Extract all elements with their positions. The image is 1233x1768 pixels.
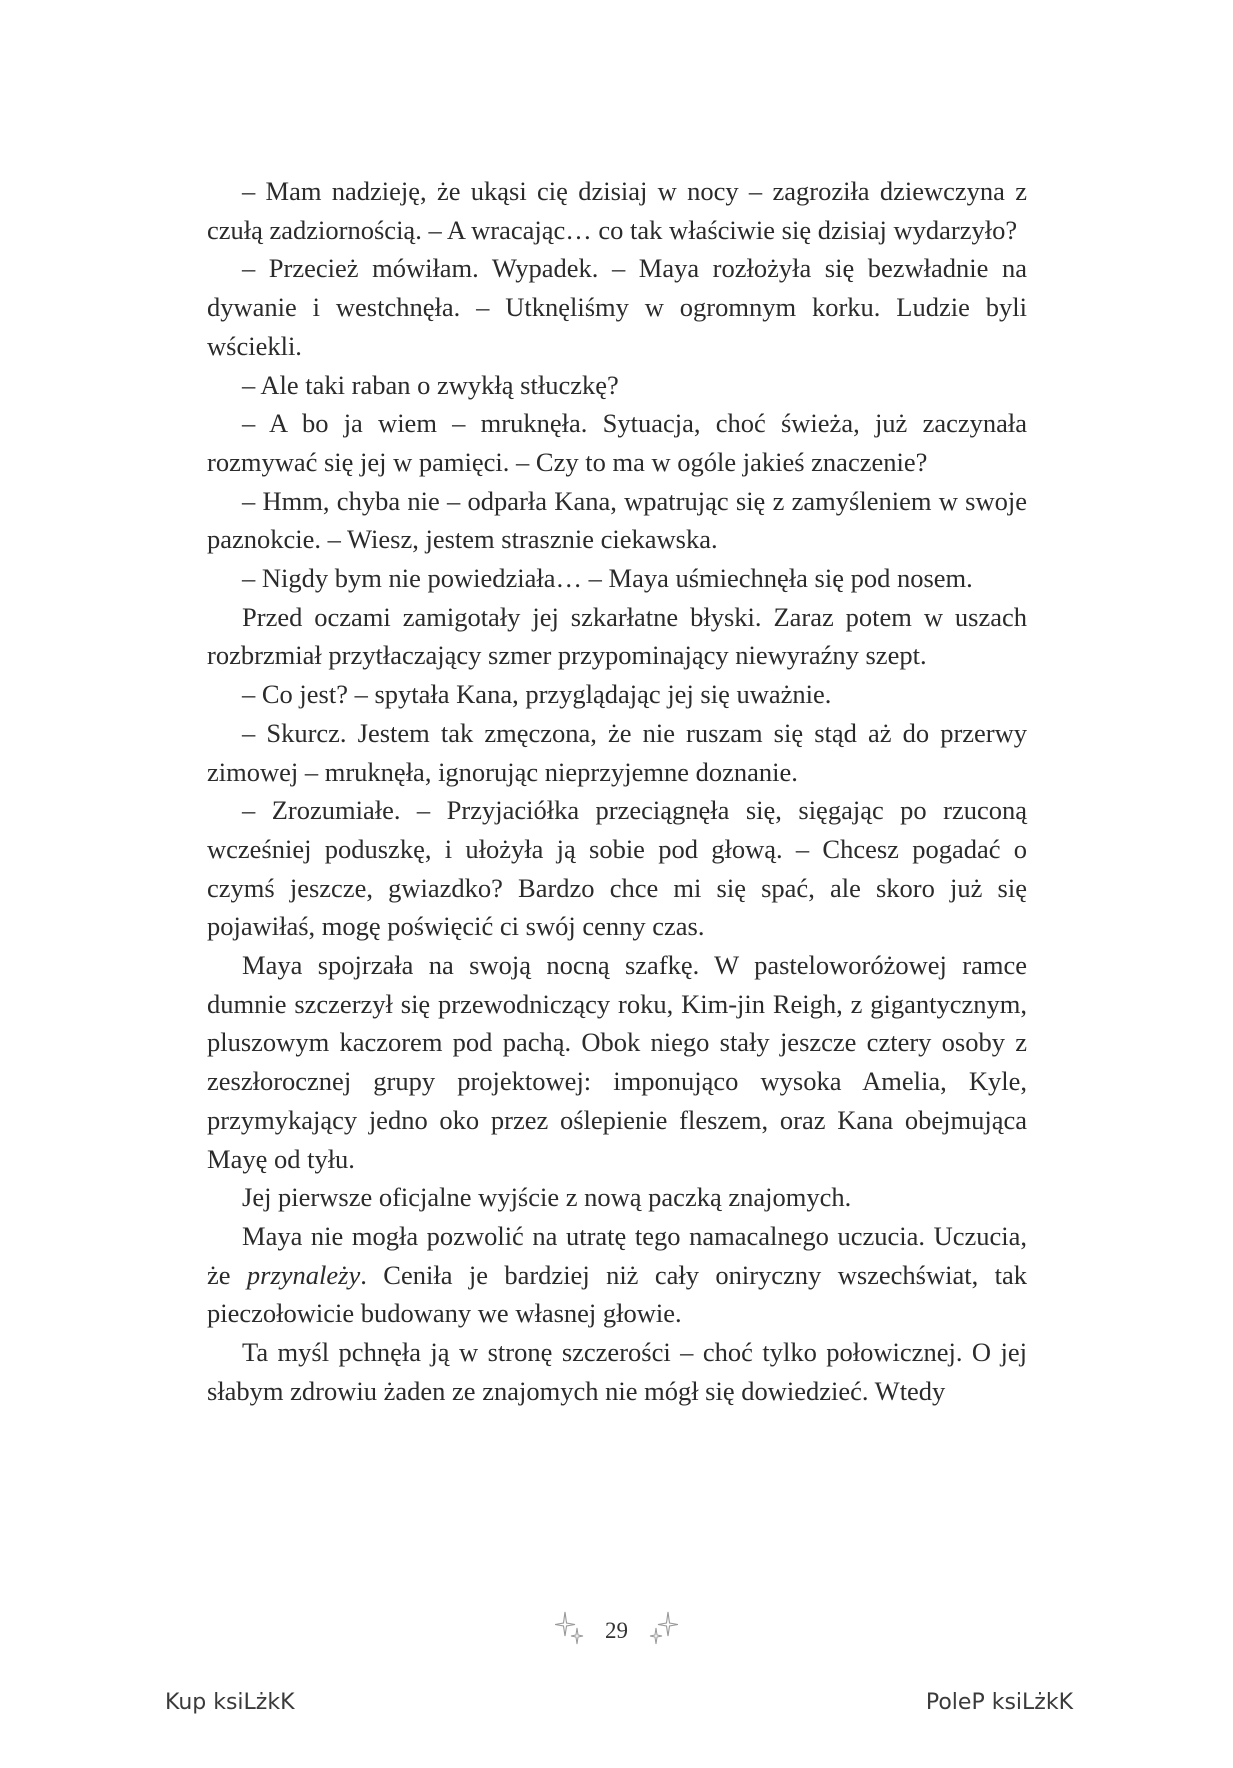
paragraph: – Co jest? – spytała Kana, przyglądając jej się uważnie.: [242, 679, 832, 710]
paragraph: – Hmm, chyba nie – odparła Kana, wpatrując się z zamyśleniem w swoje paznokcie. – Wiesz, jestem strasznie ciekawska.: [207, 485, 1027, 555]
page-folio: [0, 1610, 1233, 1652]
paragraph: Jej pierwsze oficjalne wyjście z nową paczką znajomych.: [242, 1182, 852, 1213]
paragraph: – Przecież mówiłam. Wypadek. – Maya rozłożyła się bezwładnie na dywanie i westchnęła. – Utknęliśmy w ogromnym korku. Ludzie byli wściekli.: [207, 253, 1027, 361]
paragraph: Przed oczami zamigotały jej szkarłatne błyski. Zaraz potem w uszach rozbrzmiał przytłaczający szmer przypominający niewyraźny szept.: [207, 601, 1027, 671]
footer-recommend-book-link[interactable]: PoleP ksiLżkK: [925, 1690, 1073, 1715]
paragraph: – Mam nadzieję, że ukąsi cię dzisiaj w nocy – zagroziła dziewczyna z czułą zadziornością. – A wracając… co tak właściwie się dzisiaj wydarzyło?: [207, 176, 1027, 245]
sparkle-star-icon: [648, 1610, 678, 1652]
page-body-text: [207, 172, 1027, 1411]
paragraph: – Ale taki raban o zwykłą stłuczkę?: [242, 369, 619, 400]
page-number: 29: [605, 1618, 628, 1643]
paragraph: Maya nie mogła pozwolić na utratę tego namacalnego uczucia. Uczucia, że przynależy. Ceniła je bardziej niż cały oniryczny wszechświat, tak pieczołowicie budowany we własnej głowie.: [207, 1220, 1028, 1329]
paragraph: Maya spojrzała na swoją nocną szafkę. W pasteloworóżowej ramce dumnie szczerzył się przewodniczący roku, Kim-jin Reigh, z gigantycznym, pluszowym kaczorem pod pachą. Obok niego stały jeszcze cztery osoby z zeszłorocznej grupy projektowej: imponująco wysoka Amelia, Kyle, przymykający jedno oko przez oślepienie fleszem, oraz Kana obejmująca Mayę od tyłu.: [207, 950, 1027, 1174]
paragraph: – Skurcz. Jestem tak zmęczona, że nie ruszam się stąd aż do przerwy zimowej – mruknęła, ignorując nieprzyjemne doznanie.: [207, 717, 1027, 787]
paragraph: – Nigdy bym nie powiedziała… – Maya uśmiechnęła się pod nosem.: [242, 563, 973, 594]
sparkle-star-icon: [555, 1610, 585, 1652]
footer-buy-book-link[interactable]: Kup ksiLżkK: [165, 1690, 295, 1715]
paragraph: – Zrozumiałe. – Przyjaciółka przeciągnęła się, sięgając po rzuconą wcześniej poduszkę, i ułożyła ją sobie pod głową. – Chcesz pogadać o czymś jeszcze, gwiazdko? Bardzo chce mi się spać, ale skoro już się pojawiłaś, mogę poświęcić ci swój cenny czas.: [207, 795, 1027, 942]
paragraph: – A bo ja wiem – mruknęła. Sytuacja, choć świeża, już zaczynała rozmywać się jej w pamięci. – Czy to ma w ogóle jakieś znaczenie?: [207, 408, 1027, 477]
paragraph: Ta myśl pchnęła ją w stronę szczerości – choć tylko połowicznej. O jej słabym zdrowiu żaden ze znajomych nie mógł się dowiedzieć. Wtedy: [207, 1337, 1027, 1406]
